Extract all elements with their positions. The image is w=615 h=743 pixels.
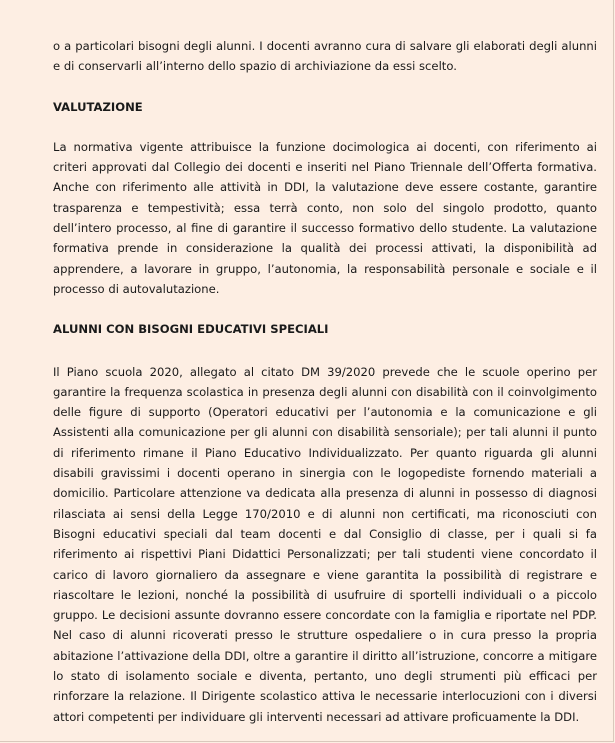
intro-paragraph: o a particolari bisogni degli alunni. I docenti avranno cura di salvare gli elaborati degli alunni e di conservarli all’interno dello spazio di archiviazione da essi scelto.	[53, 39, 597, 74]
section-heading-bes: ALUNNI CON BISOGNI EDUCATIVI SPECIALI	[53, 322, 329, 337]
spacer	[53, 117, 597, 137]
document-body	[53, 36, 597, 727]
section-body-bes: Il Piano scuola 2020, allegato al citato DM 39/2020 prevede che le scuole operino per garantire la frequenza scolastica in presenza degli alunni con disabilità con il coinvolgimento delle figure di supporto (Operatori educativi per l’autonomia e la comunicazione e gli Assistenti alla comunicazione per gli alunni con disabilità sensoriale); per tali alunni il punto di riferimento rimane il Piano Educativo Individualizzato. Per quanto riguarda gli alunni disabili gravissimi i docenti operano in sinergia con le logopediste fornendo materiali a domicilio. Particolare attenzione va dedicata alla presenza di alunni in possesso di diagnosi rilasciata ai sensi della Legge 170/2010 e di alunni non certificati, ma riconosciuti con Bisogni educativi speciali dal team docenti e dal Consiglio di classe, per i quali si fa riferimento ai rispettivi Piani Didattici Personalizzati; per tali studenti viene concordato il carico di lavoro giornaliero da assegnare e viene garantita la possibilità di registrare e riascoltare le lezioni, nonché la possibilità di usufruire di sportelli individuali o a piccolo gruppo. Le decisioni assunte dovranno essere concordate con la famiglia e riportate nel PDP. Nel caso di alunni ricoverati presso le strutture ospedaliere o in cura presso la propria abitazione l’attivazione della DDI, oltre a garantire il diritto all’istruzione, concorre a mitigare lo stato di isolamento sociale e diventa, pertanto, uno degli strumenti più efficaci per rinforzare la relazione. Il Dirigente scolastico attiva le necessarie interlocuzioni con i diversi attori competenti per individuare gli interventi necessari ad attivare proficuamente la DDI.	[53, 364, 597, 724]
section-heading-valutazione: VALUTAZIONE	[53, 99, 143, 114]
spacer	[53, 77, 597, 97]
spacer	[53, 340, 597, 362]
spacer	[53, 299, 597, 319]
section-body-valutazione: La normativa vigente attribuisce la funzione docimologica ai docenti, con riferimento ai criteri approvati dal Collegio dei docenti e inseriti nel Piano Triennale dell’Offerta formativa. Anche con riferimento alle attività in DDI, la valutazione deve essere costante, garantire trasparenza e tempestività; essa terrà conto, non solo del singolo prodotto, quanto dell’intero processo, al fine di garantire il successo formativo dello studente. La valutazione formativa prende in considerazione la qualità dei processi attivati, la disponibilità ad apprendere, a lavorare in gruppo, l’autonomia, la responsabilità personale e sociale e il processo di autovalutazione.	[53, 139, 597, 296]
